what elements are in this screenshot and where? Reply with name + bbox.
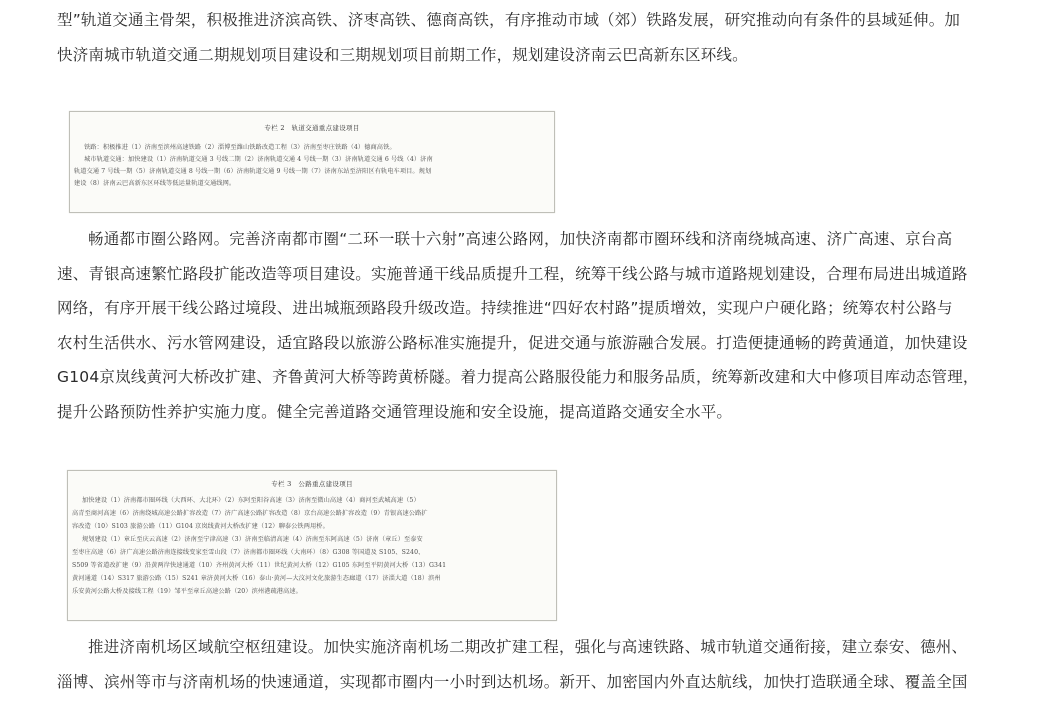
box-title: 专栏 2 轨道交通重点建设项目 [264,124,360,132]
text-line: 推进济南机场区域航空枢纽建设。加快实施济南机场二期改扩建工程，强化与高速铁路、城市轨道交通衔接，建立泰安、德州、 [88,638,968,656]
box-line: 轨道交通 7 号线一期（5）济南轨道交通 8 号线一期（6）济南轨道交通 9 号线一期（7）济南东站至济阳区有轨电车项目。规划 [74,168,432,175]
text-line: 畅通都市圈公路网。完善济南都市圈“二环一联十六射”高速公路网，加快济南都市圈环线和济南绕城高速、济广高速、京台高 [88,230,953,248]
paragraph-highway [57,222,992,429]
box-title: 专栏 3 公路重点建设项目 [271,480,353,488]
text-line: 型”轨道交通主骨架，积极推进济滨高铁、济枣高铁、德商高铁，有序推动市域（郊）铁路发展，研究推动向有条件的县域延伸。加 [57,11,961,29]
text-line: 速、青银高速繁忙路段扩能改造等项目建设。实施普通干线品质提升工程，统筹干线公路与城市道路规划建设，合理布局进出城道路 [57,264,968,283]
text-line: 淄博、滨州等市与济南机场的快速通道，实现都市圈内一小时到达机场。新开、加密国内外直达航线，加快打造联通全球、覆盖全国 [57,672,968,691]
box-line: 乐安黄河公路大桥及接线工程（19）邹平至章丘高速公路（20）滨州港疏港高速。 [72,588,302,595]
box-line: 黄河通道（14）S317 旅游公路（15）S241 章济黄河大桥（16）泰山·黄河—大汶河文化旅游生态廊道（17）济淄大道（18）滨州 [72,575,441,582]
box-line: 容改造（10）S103 旅游公路（11）G104 京岚线黄河大桥改扩建（12）聊泰公铁两用桥。 [72,523,329,530]
box-line: S509 等省道改扩建（9）沿黄两岸快速通道（10）齐州黄河大桥（11）世纪黄河大桥（12）G105 东阿至平阴黄河大桥（13）G341 [72,562,447,569]
box-line: 建设（8）济南云巴高新东区环线等低运量轨道交通线网。 [74,180,236,187]
highway-projects-box [67,470,557,621]
text-line: 提升公路预防性养护实施力度。健全完善道路交通管理设施和安全设施，提高道路交通安全水平。 [57,402,733,421]
box-line: 高青至商河高速（6）济南绕城高速公路扩容改造（7）济广高速公路扩容改造（8）京台高速公路扩容改造（9）青银高速公路扩 [72,510,428,517]
box-line: 至枣庄高速（6）济广高速公路济南连接线变家至雪山段（7）济南都市圈环线（大南环）（8）G308 等国道及 S105、S240、 [72,549,425,556]
rail-projects-box [69,111,555,213]
paragraph-airport [57,630,992,699]
box-line: 城市轨道交通：加快建设（1）济南轨道交通 3 号线二期（2）济南轨道交通 4 号线一期（3）济南轨道交通 6 号线（4）济南 [84,156,433,163]
box-line: 加快建设（1）济南都市圈环线（大西环、大北环）（2）东阿至阳谷高速（3）济南至微山高速（4）商河至武城高速（5） [82,497,420,504]
paragraph-rail [57,3,992,72]
text-line: 农村生活供水、污水管网建设，适宜路段以旅游公路标准实施提升，促进交通与旅游融合发展。打造便捷通畅的跨黄通道，加快建设 [57,333,968,352]
text-line: 网络，有序开展干线公路过境段、进出城瓶颈路段升级改造。持续推进“四好农村路”提质增效，实现户户硬化路；统筹农村公路与 [57,299,953,317]
box-line: 规划建设（1）章丘至庆云高速（2）济南至宁津高速（3）济南至临清高速（4）济南至东阿高速（5）济南（章丘）至泰安 [82,536,423,543]
box-line: 铁路：积极推进（1）济南至滨州高速铁路（2）淄博至潍山铁路改造工程（3）济南至枣庄铁路（4）德商高铁。 [84,144,396,151]
text-line: 快济南城市轨道交通二期规划项目建设和三期规划项目前期工作，规划建设济南云巴高新东区环线。 [57,45,748,64]
text-line: G104京岚线黄河大桥改扩建、齐鲁黄河大桥等跨黄桥隧。着力提高公路服役能力和服务品质，统筹新改建和大中修项目库动态管理， [57,368,979,386]
